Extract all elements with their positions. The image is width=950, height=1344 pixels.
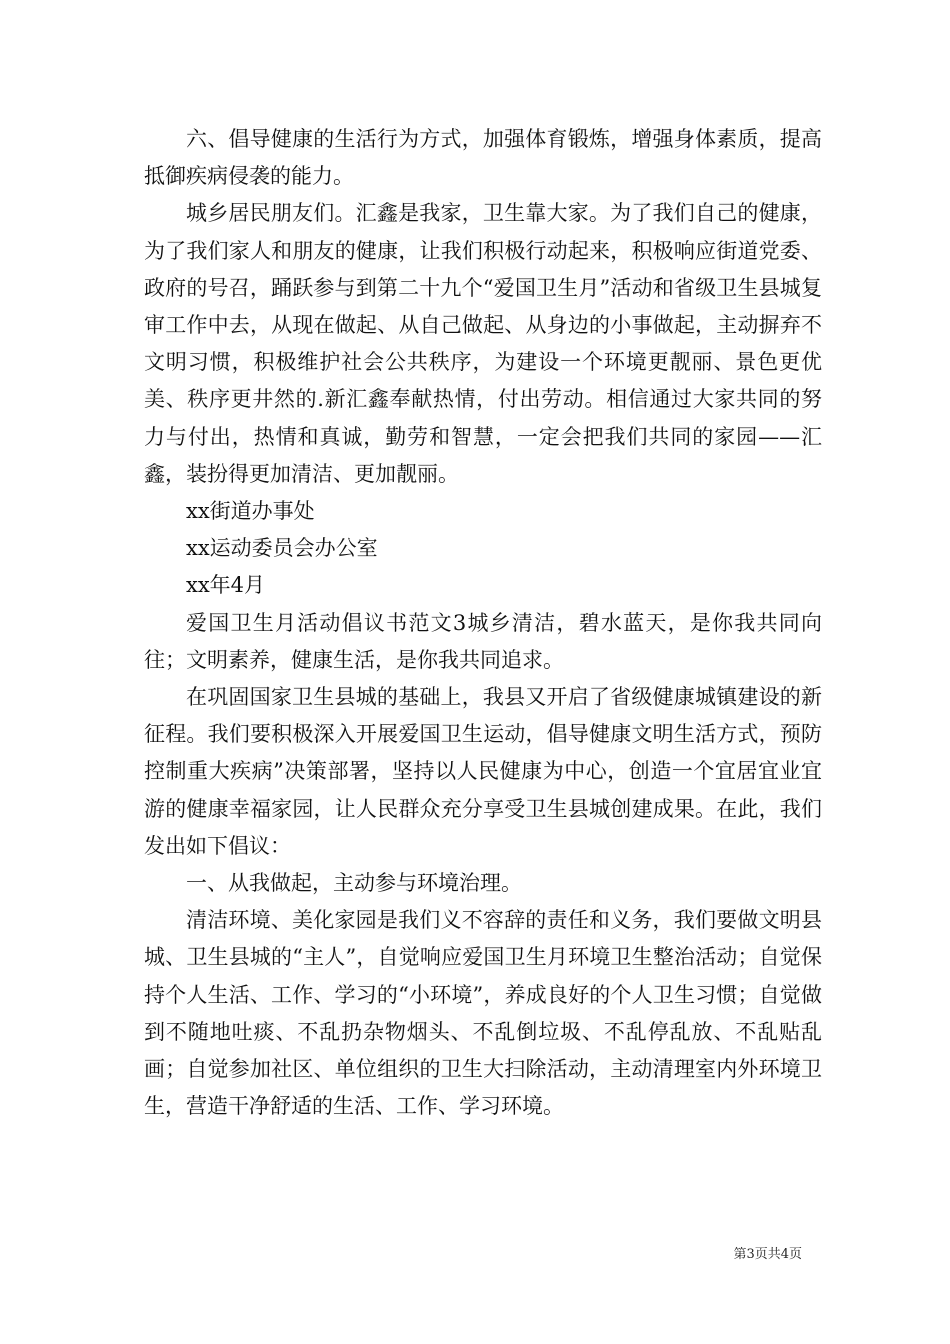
page-number: 第3页共4页 [733,1247,802,1262]
signature-street-office: xx街道办事处 [186,499,315,524]
paragraph-advocate-six: 六、倡导健康的生活行为方式，加强体育锻炼，增强身体素质，提高抵御疾病侵袭的能力。 [144,127,822,189]
signature-committee-office: xx运动委员会办公室 [186,536,378,561]
paragraph-clean-environment: 清洁环境、美化家园是我们义不容辞的责任和义务，我们要做文明县城、卫生县城的“主人”，自觉响应爱国卫生月环境卫生整治活动；自觉保持个人生活、工作、学习的“小环境”，养成良好的个人卫生习惯；自觉做到不随地吐痰、不乱扔杂物烟头、不乱倒垃圾、不乱停乱放、不乱贴乱画；自觉参加社区、单位组织的卫生大扫除活动，主动清理室内外环境卫生，营造干净舒适的生活、工作、学习环境。 [144,908,822,1119]
heading-initiative-one: 一、从我做起，主动参与环境治理。 [186,871,522,896]
paragraph-sample-three-intro: 爱国卫生月活动倡议书范文3城乡清洁，碧水蓝天，是你我共同向往；文明素养，健康生活，是你我共同追求。 [144,610,822,672]
document-body [144,121,822,1125]
paragraph-health-town: 在巩固国家卫生县城的基础上，我县又开启了省级健康城镇建设的新征程。我们要积极深入开展爱国卫生运动，倡导健康文明生活方式，预防控制重大疾病”决策部署，坚持以人民健康为中心，创造一个宜居宜业宜游的健康幸福家园，让人民群众充分享受卫生县城创建成果。在此，我们发出如下倡议： [144,685,822,858]
signature-date: xx年4月 [186,573,266,598]
paragraph-appeal-residents: 城乡居民朋友们。汇鑫是我家，卫生靠大家。为了我们自己的健康，为了我们家人和朋友的健康，让我们积极行动起来，积极响应街道党委、政府的号召，踊跃参与到第二十九个“爱国卫生月”活动和省级卫生县城复审工作中去，从现在做起、从自己做起、从身边的小事做起，主动摒弃不文明习惯，积极维护社会公共秩序，为建设一个环境更靓丽、景色更优美、秩序更井然的.新汇鑫奉献热情，付出劳动。相信通过大家共同的努力与付出，热情和真诚，勤劳和智慧，一定会把我们共同的家园——汇鑫，装扮得更加清洁、更加靓丽。 [144,201,822,486]
